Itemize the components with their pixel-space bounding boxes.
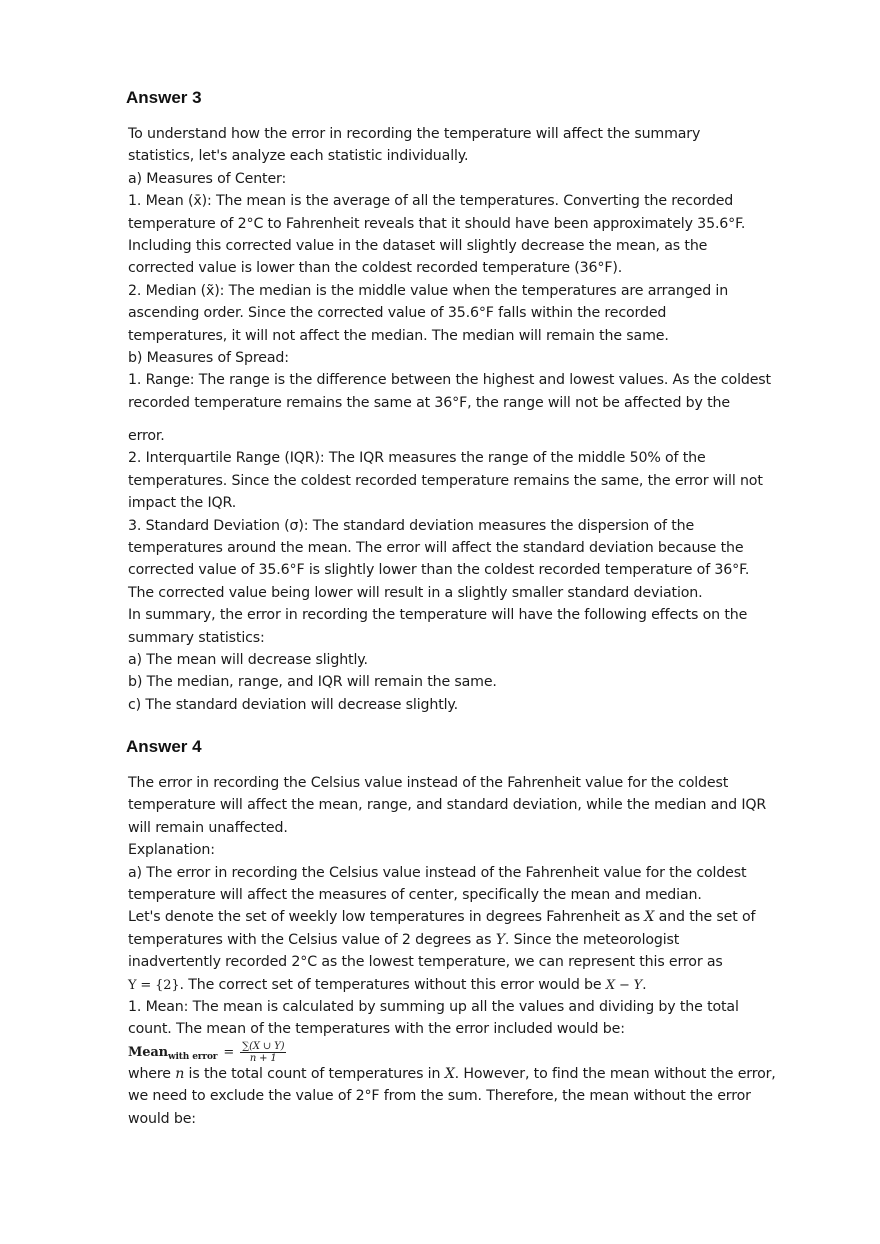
- answer-4-heading: Answer 4: [126, 737, 202, 756]
- text-line: 1. Mean (x̄): The mean is the average of all the temperatures. Converting the recorded: [128, 193, 734, 210]
- text-span: where: [128, 1066, 176, 1083]
- formula-equals: =: [223, 1044, 235, 1060]
- text-span: . The correct set of temperatures without this error would be: [179, 976, 606, 993]
- symbol-x: X: [644, 909, 655, 926]
- text-line: Including this corrected value in the dataset will slightly decrease the mean, as the: [128, 237, 708, 254]
- text-line: [128, 929, 818, 951]
- formula-line: [128, 1041, 818, 1063]
- text-line: The corrected value being lower will result in a slightly smaller standard deviation.: [128, 584, 703, 601]
- formula-fraction: [240, 1041, 286, 1064]
- text-line: Explanation:: [128, 842, 215, 859]
- text-line: 3. Standard Deviation (σ): The standard deviation measures the dispersion of the: [128, 517, 695, 534]
- text-line: inadvertently recorded 2°C as the lowest temperature, we can represent this error as: [128, 954, 723, 971]
- text-line: impact the IQR.: [128, 495, 237, 512]
- text-line: corrected value is lower than the coldest recorded temperature (36°F).: [128, 260, 623, 277]
- text-line: [128, 906, 818, 928]
- text-line: statistics, let's analyze each statistic individually.: [128, 148, 469, 165]
- text-line: 1. Range: The range is the difference between the highest and lowest values. As the coldest: [128, 372, 771, 389]
- text-span: .: [642, 976, 647, 993]
- formula-denominator: n + 1: [249, 1053, 277, 1065]
- formula-lhs: Mean: [128, 1044, 168, 1060]
- text-line: summary statistics:: [128, 629, 265, 646]
- text-line: a) The error in recording the Celsius value instead of the Fahrenheit value for the coldest: [128, 864, 747, 881]
- text-line: 1. Mean: The mean is calculated by summing up all the values and dividing by the total: [128, 998, 739, 1015]
- mean-with-error-formula: [128, 1042, 286, 1064]
- text-line: 2. Interquartile Range (IQR): The IQR measures the range of the middle 50% of the: [128, 450, 706, 467]
- set-equation: Y = {2}: [128, 977, 180, 993]
- symbol-n: n: [175, 1066, 185, 1083]
- text-line: temperatures. Since the coldest recorded temperature remains the same, the error will not: [128, 472, 763, 489]
- text-line: The error in recording the Celsius value instead of the Fahrenheit value for the coldest: [128, 775, 729, 791]
- answer-3-body: [128, 123, 818, 414]
- text-line: count. The mean of the temperatures with the error included would be:: [128, 1021, 625, 1038]
- text-line: a) Measures of Center:: [128, 170, 287, 187]
- text-line: temperatures around the mean. The error will affect the standard deviation because the: [128, 539, 744, 556]
- text-line: recorded temperature remains the same at 36°F, the range will not be affected by the: [128, 394, 730, 411]
- text-span: Let's denote the set of weekly low temperatures in degrees Fahrenheit as: [128, 909, 645, 926]
- text-line: we need to exclude the value of 2°F from the sum. Therefore, the mean without the error: [128, 1088, 751, 1105]
- text-line: temperatures, it will not affect the median. The median will remain the same.: [128, 327, 669, 344]
- answer-3-heading: Answer 3: [126, 88, 202, 107]
- answer-4-body: [128, 772, 818, 1130]
- set-difference: X − Y: [605, 977, 643, 993]
- text-line: temperature will affect the measures of center, specifically the mean and median.: [128, 886, 702, 903]
- text-line: b) Measures of Spread:: [128, 349, 289, 366]
- text-line: ascending order. Since the corrected value of 35.6°F falls within the recorded: [128, 305, 667, 322]
- text-span: is the total count of temperatures in: [184, 1066, 445, 1083]
- text-line: In summary, the error in recording the temperature will have the following effects on the: [128, 607, 748, 624]
- text-span: temperatures with the Celsius value of 2 degrees as: [128, 931, 496, 948]
- text-line: 2. Median (x̃): The median is the middle value when the temperatures are arranged in: [128, 282, 729, 299]
- answer-3-body-continued: [128, 425, 818, 716]
- text-line: temperature will affect the mean, range, and standard deviation, while the median and IQR: [128, 797, 767, 814]
- text-span: . Since the meteorologist: [504, 931, 680, 948]
- text-line: b) The median, range, and IQR will remain the same.: [128, 674, 497, 691]
- symbol-y: Y: [495, 931, 505, 948]
- text-line: would be:: [128, 1110, 196, 1127]
- text-line: To understand how the error in recording the temperature will affect the summary: [128, 126, 701, 142]
- text-line: error.: [128, 428, 165, 444]
- text-line: temperature of 2°C to Fahrenheit reveals that it should have been approximately 35.6°F.: [128, 215, 746, 232]
- text-line: [128, 974, 818, 996]
- text-span: and the set of: [654, 909, 756, 926]
- text-line: corrected value of 35.6°F is slightly lower than the coldest recorded temperature of 36°F.: [128, 562, 750, 579]
- text-line: a) The mean will decrease slightly.: [128, 651, 368, 668]
- formula-subscript: with error: [167, 1051, 218, 1062]
- formula-numerator: ∑(X ∪ Y): [242, 1041, 285, 1053]
- symbol-x: X: [444, 1066, 455, 1083]
- text-span: . However, to find the mean without the error,: [454, 1066, 776, 1083]
- text-line: c) The standard deviation will decrease slightly.: [128, 696, 458, 713]
- text-line: [128, 1063, 818, 1085]
- text-line: will remain unaffected.: [128, 819, 288, 836]
